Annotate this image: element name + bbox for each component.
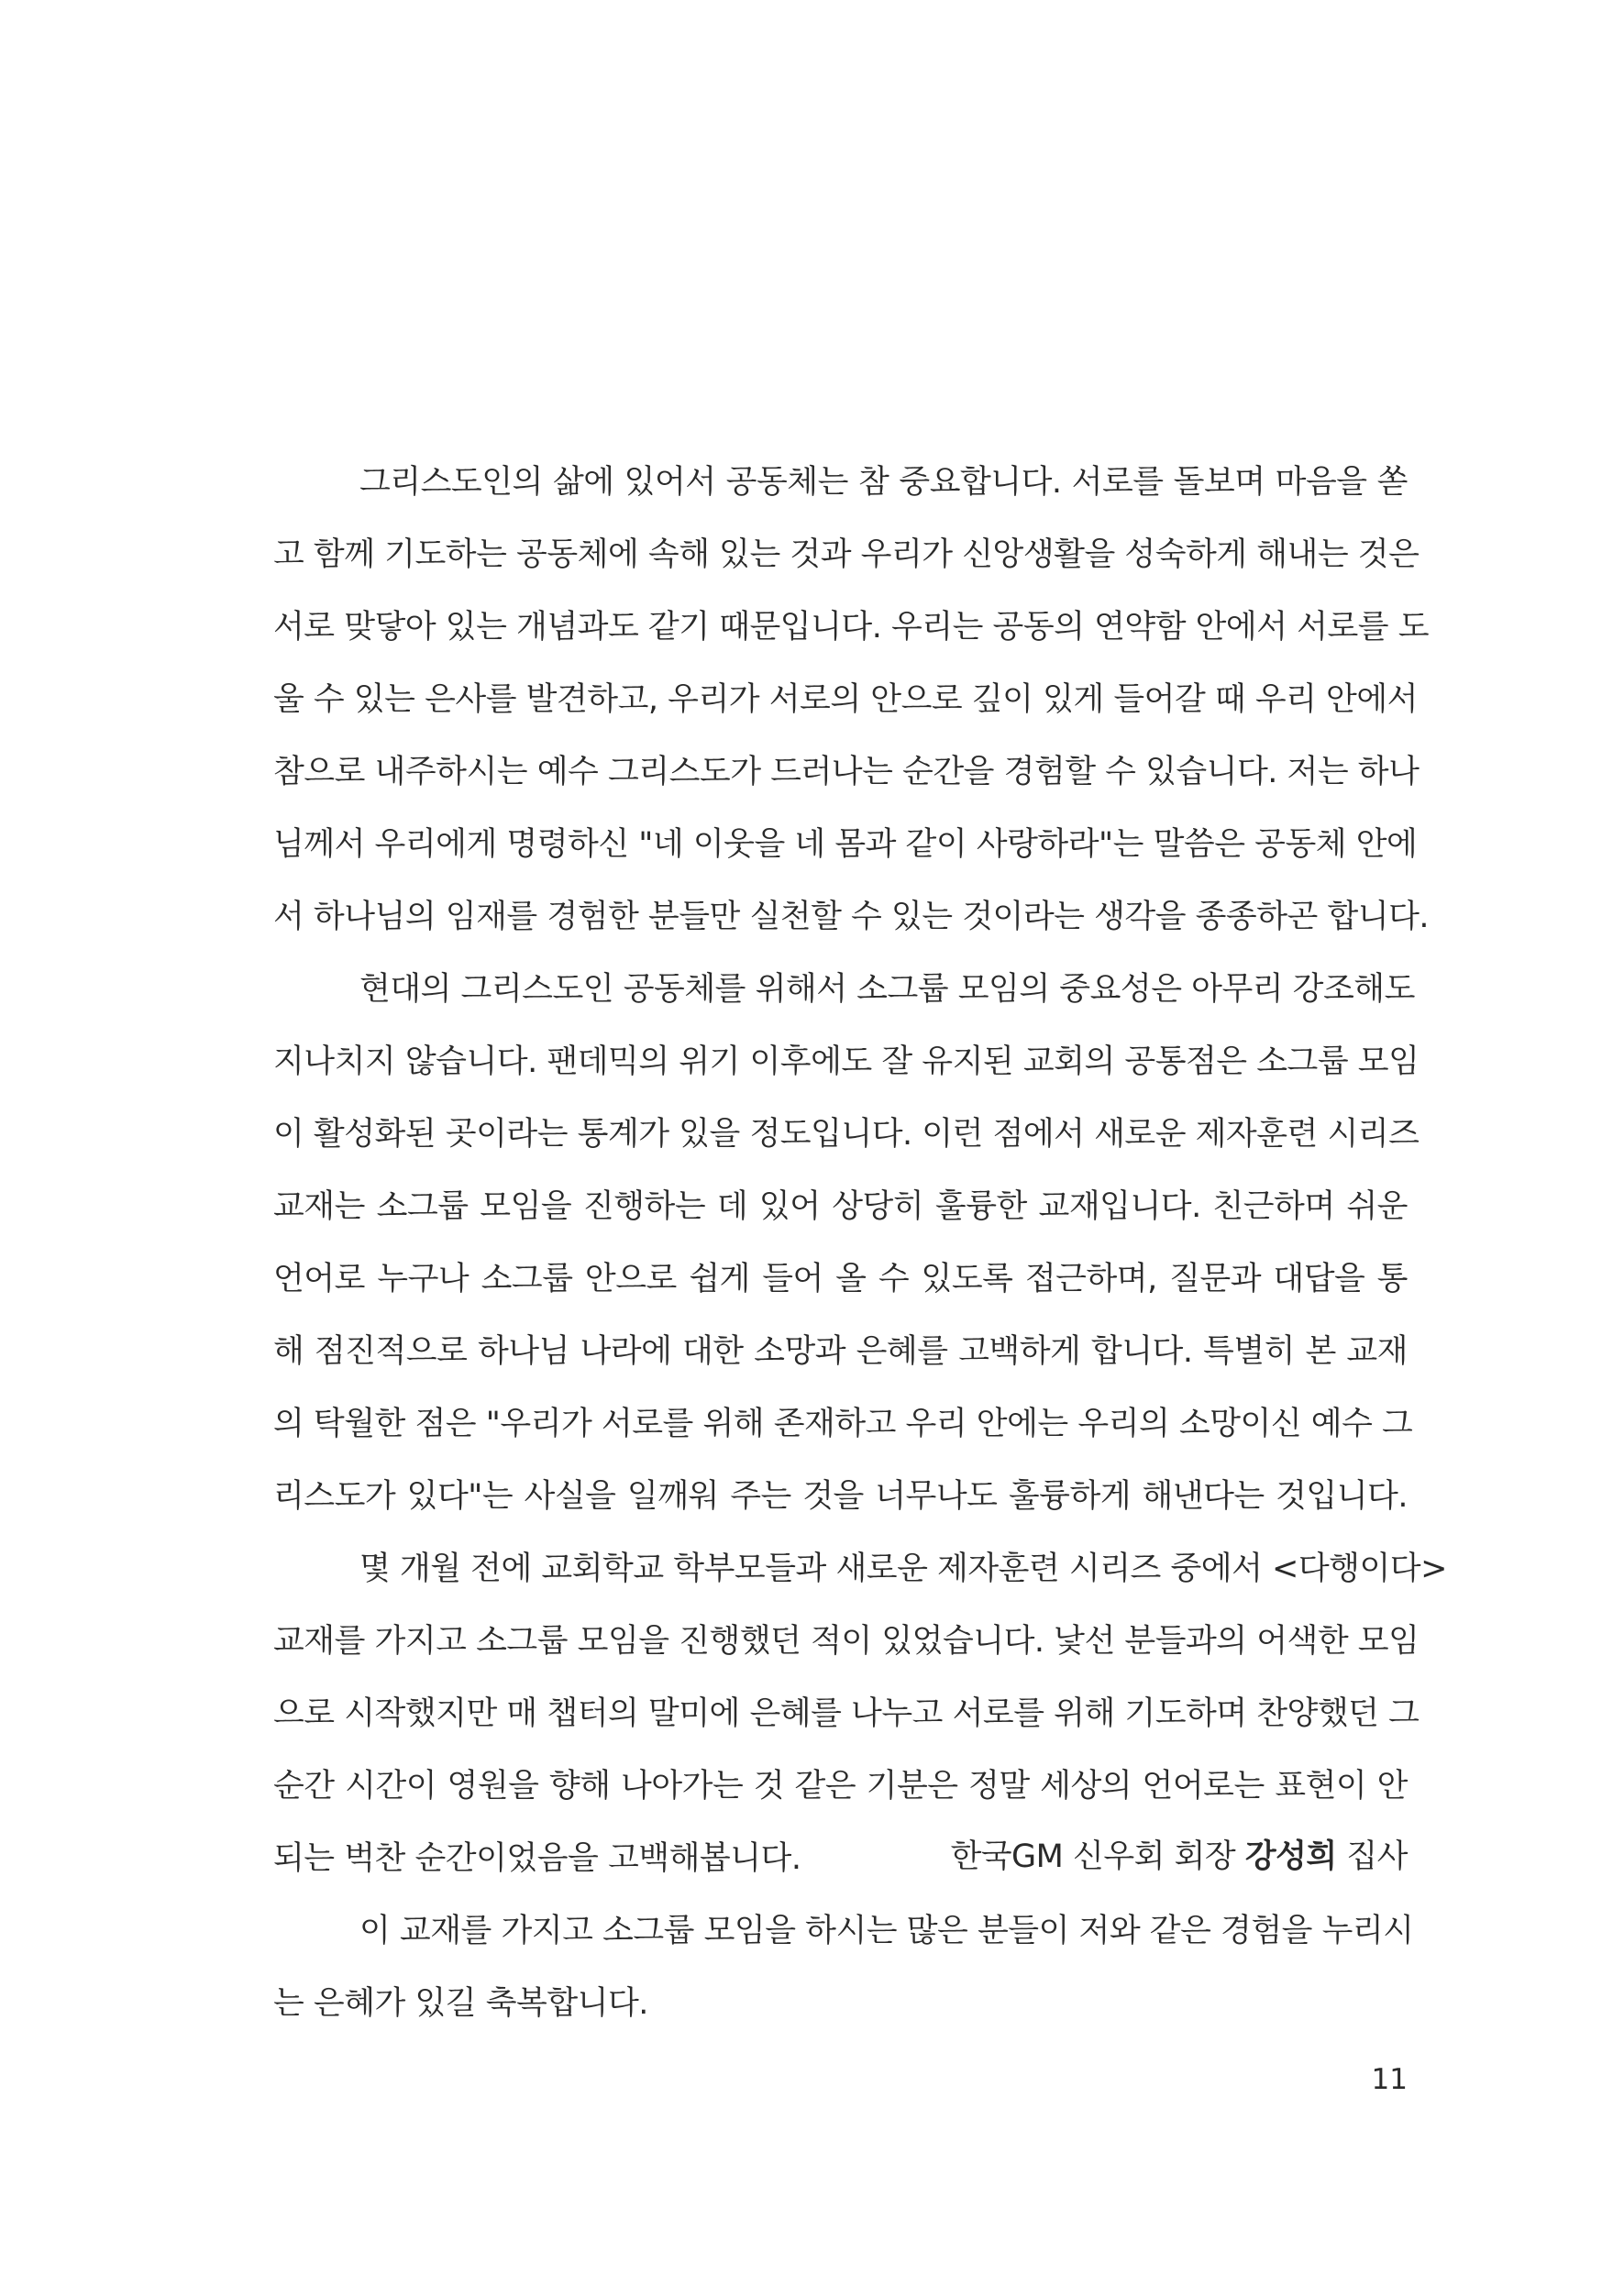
- paragraph-3-line: 으로 시작했지만 매 챕터의 말미에 은혜를 나누고 서로를 위해 기도하며 찬양했던 그: [273, 1695, 1420, 1732]
- paragraph-3-line: 순간 시간이 영원을 향해 나아가는 것 같은 기분은 정말 세상의 언어로는 표현이 안: [273, 1768, 1408, 1805]
- paragraph-2-line: 이 활성화된 곳이라는 통계가 있을 정도입니다. 이런 점에서 새로운 제자훈련 시리즈: [273, 1116, 1420, 1153]
- paragraph-2-line: 지나치지 않습니다. 팬데믹의 위기 이후에도 잘 유지된 교회의 공통점은 소그룹 모임: [273, 1043, 1420, 1080]
- paragraph-1-line: 서로 맞닿아 있는 개념과도 같기 때문입니다. 우리는 공동의 연약함 안에서 서로를 도: [273, 609, 1430, 646]
- signature: [950, 1829, 1408, 1884]
- paragraph-4-line: 는 은혜가 있길 축복합니다.: [273, 1985, 648, 2022]
- paragraph-1-line: 고 함께 기도하는 공동체에 속해 있는 것과 우리가 신앙생활을 성숙하게 해내는 것은: [273, 536, 1420, 573]
- signature-name: 강성희: [1244, 1838, 1337, 1875]
- paragraph-2-line: 해 점진적으로 하나님 나라에 대한 소망과 은혜를 고백하게 합니다. 특별히 본 교재: [273, 1333, 1408, 1370]
- paragraph-3-line: 되는 벅찬 순간이었음을 고백해봅니다.: [273, 1840, 801, 1877]
- paragraph-4-line: 이 교재를 가지고 소그룹 모임을 하시는 많은 분들이 저와 같은 경험을 누리시: [359, 1913, 1414, 1949]
- signature-suffix: 집사: [1336, 1838, 1408, 1875]
- paragraph-1-line: 그리스도인의 삶에 있어서 공동체는 참 중요합니다. 서로를 돌보며 마음을 쏟: [359, 464, 1408, 501]
- page-number: 11: [1371, 2063, 1408, 2096]
- paragraph-1-line: 서 하나님의 임재를 경험한 분들만 실천할 수 있는 것이라는 생각을 종종하곤 합니다.: [273, 899, 1430, 935]
- paragraph-2-line: 리스도가 있다"는 사실을 일깨워 주는 것을 너무나도 훌륭하게 해낸다는 것입니다.: [273, 1478, 1408, 1515]
- paragraph-2-line: 교재는 소그룹 모임을 진행하는 데 있어 상당히 훌륭한 교재입니다. 친근하며 쉬운: [273, 1188, 1408, 1225]
- paragraph-2-line: 언어로 누구나 소그룹 안으로 쉽게 들어 올 수 있도록 접근하며, 질문과 대답을 통: [273, 1261, 1408, 1297]
- paragraph-3-line: 몇 개월 전에 교회학교 학부모들과 새로운 제자훈련 시리즈 중에서 <다행이다>: [359, 1551, 1447, 1587]
- paragraph-1-line: 참으로 내주하시는 예수 그리스도가 드러나는 순간을 경험할 수 있습니다. 저는 하나: [273, 754, 1420, 790]
- paragraph-2-line: 현대의 그리스도인 공동체를 위해서 소그룹 모임의 중요성은 아무리 강조해도: [359, 971, 1415, 1008]
- body-text: [273, 447, 1447, 2040]
- signature-title: 한국GM 신우회 회장: [950, 1838, 1245, 1875]
- paragraph-3-line: 교재를 가지고 소그룹 모임을 진행했던 적이 있었습니다. 낯선 분들과의 어색한 모임: [273, 1623, 1420, 1660]
- paragraph-2-line: 의 탁월한 점은 "우리가 서로를 위해 존재하고 우리 안에는 우리의 소망이신 예수 그: [273, 1406, 1413, 1442]
- paragraph-1-line: 울 수 있는 은사를 발견하고, 우리가 서로의 안으로 깊이 있게 들어갈 때 우리 안에서: [273, 681, 1418, 718]
- paragraph-1-line: 님께서 우리에게 명령하신 "네 이웃을 네 몸과 같이 사랑하라"는 말씀은 공동체 안에: [273, 826, 1418, 863]
